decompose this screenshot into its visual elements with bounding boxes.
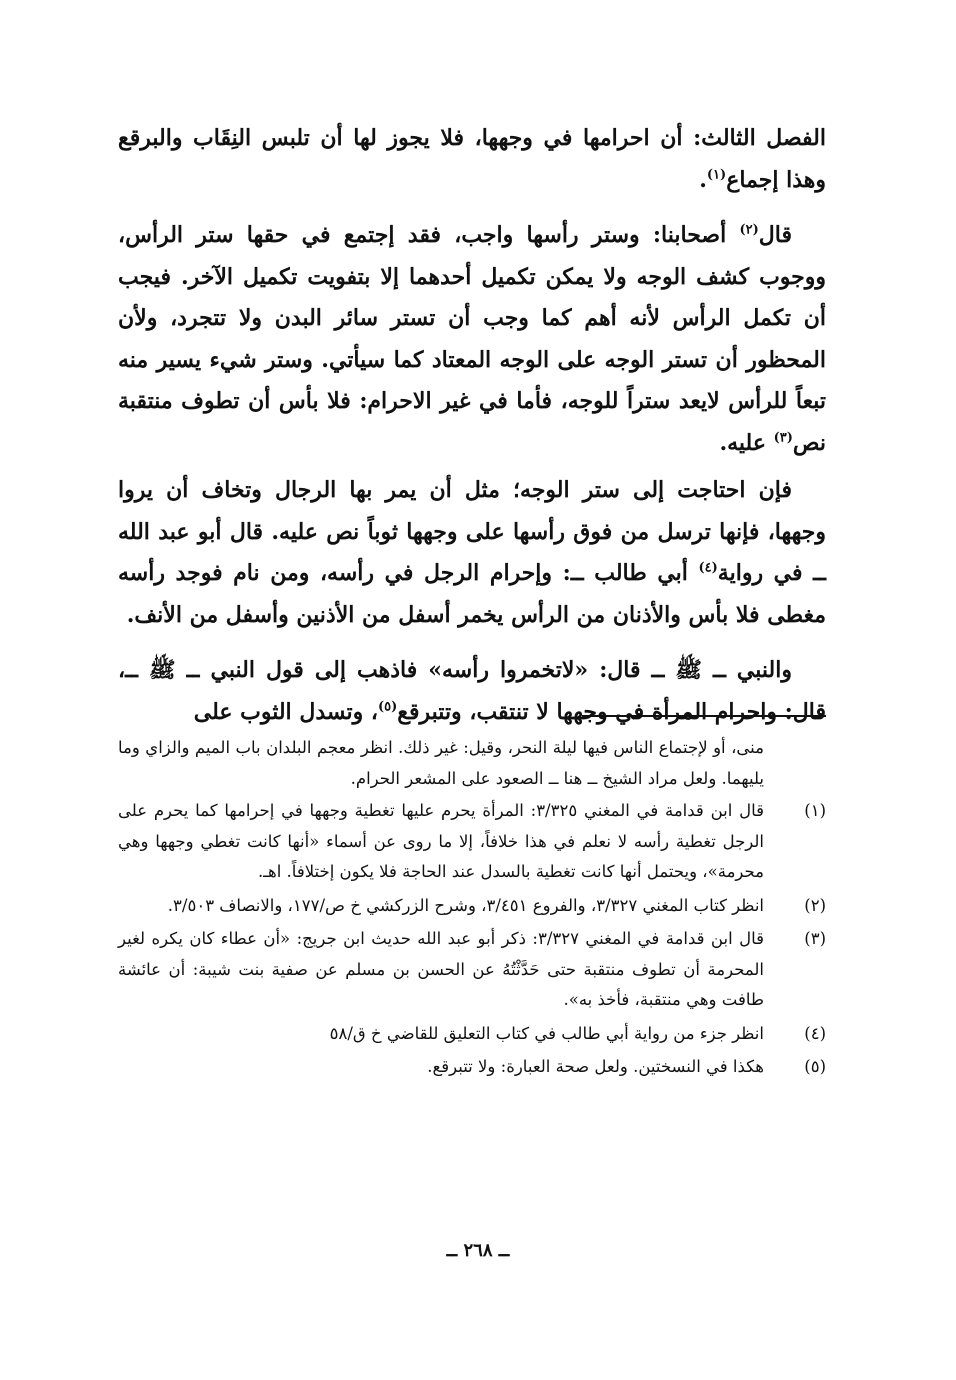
page-number: ــ ٢٦٨ ــ [446, 1240, 510, 1261]
footnote-ref[interactable]: (١) [706, 167, 727, 183]
paragraph-1: الفصل الثالث: أن احرامها في وجهها، فلا يجوز لها أن تلبس النِقَاب والبرقع وهذا إجماع$^{(١)}$. [118, 125, 826, 193]
footnote-ref[interactable]: (٤) [698, 560, 718, 576]
footnote-number: (٤) [804, 1023, 826, 1043]
footnote-ref[interactable]: (٣) [773, 430, 793, 446]
footnote-text: انظر جزء من رواية أبي طالب في كتاب التعليق للقاضي خ ق/٥٨ [329, 1023, 764, 1043]
footnote-divider [582, 715, 826, 717]
footnote-ref[interactable]: (٥) [378, 699, 398, 715]
footnotes [118, 733, 826, 1086]
paragraph-3: فإن احتاجت إلى ستر الوجه؛ مثل أن يمر بها الرجال وتخاف أن يروا وجهها، فإنها ترسل من فوق رأسها على وجهها ثوباً نص عليه. قال أبو عبد الله ــ في رواية$^{(٤)}$ أبي طالب ــ: وإحرام الرجل في رأسه، ومن نام فوجد رأسه مغطى فلا بأس والأذنان من الرأس يخمر أسفل من الأذنين وأسفل من الأنف. [118, 477, 826, 628]
footnote-text: انظر كتاب المغني ٣/٣٢٧، والفروع ٣/٤٥١، وشرح الزركشي خ ص/١٧٧، والانصاف ٣/٥٠٣. [167, 895, 764, 915]
footnote-text: قال ابن قدامة في المغني ٣/٣٢٧: ذكر أبو عبد الله حديث ابن جريج: «أن عطاء كان يكره لغير المحرمة أن تطوف منتقبة حتى حَدَّثْتُهُ عن الحسن بن مسلم عن صفية بنت شيبة: أن عائشة طافت وهي منتقبة، فأخذ به». [118, 929, 764, 1009]
footnote-text: هكذا في النسختين. ولعل صحة العبارة: ولا تتبرقع. [427, 1057, 764, 1076]
footnote-ref[interactable]: (٢) [739, 222, 759, 238]
footnote-3 [118, 924, 826, 1016]
paragraph-2: قال$^{(٢)}$ أصحابنا: وستر رأسها واجب، فقد إجتمع في حقها ستر الرأس، ووجوب كشف الوجه ولا يمكن تكميل أحدهما إلا بتفويت تكميل الآخر. فيجب أن تكمل الرأس لأنه أهم كما وجب أن تستر سائر البدن ولا تتجرد، ولأن المحظور أن تستر الوجه على الوجه المعتاد كما سيأتي. وستر شيء يسير منه تبعاً للرأس لايعد ستراً للوجه، فأما في غير الاحرام: فلا بأس أن تطوف منتقبة نص$^{(٣)}$ عليه. [118, 222, 826, 456]
footnote-number: (٢) [804, 895, 826, 915]
footnote-4 [118, 1019, 826, 1050]
footnote-text: قال ابن قدامة في المغني ٣/٣٢٥: المرأة يحرم عليها تغطية وجهها في إحرامها كما يحرم على الرجل تغطية رأسه لا نعلم في هذا خلافاً، إلا ما روى عن أسماء «أنها كانت تغطي وجهها وهي محرمة»، ويحتمل أنها كانت تغطية بالسدل عند الحاجة فلا يكون إختلافاً. اهـ. [118, 801, 764, 881]
footnote-continuation: منى، أو لإجتماع الناس فيها ليلة النحر، وقيل: غير ذلك. انظر معجم البلدان باب الميم والزاي وما يليهما. ولعل مراد الشيخ ــ هنا ــ الصعود على المشعر الحرام. [118, 738, 764, 788]
footnote-1 [118, 796, 826, 888]
footnote-number: (٣) [804, 929, 826, 948]
footnote-2 [118, 891, 826, 922]
main-text [118, 118, 826, 739]
paragraph-4: والنبي ــ ﷺ ــ قال: «لاتخمروا رأسه» فاذهب إلى قول النبي ــ ﷺ ــ، قال: واحرام المرأة في وجهها لا تنتقب، وتتبرقع$^{(٥)}$، وتسدل الثوب على [118, 657, 826, 725]
footnote-number: (١) [804, 801, 826, 820]
footnote-5 [118, 1052, 826, 1083]
footnote-number: (٥) [804, 1057, 826, 1076]
